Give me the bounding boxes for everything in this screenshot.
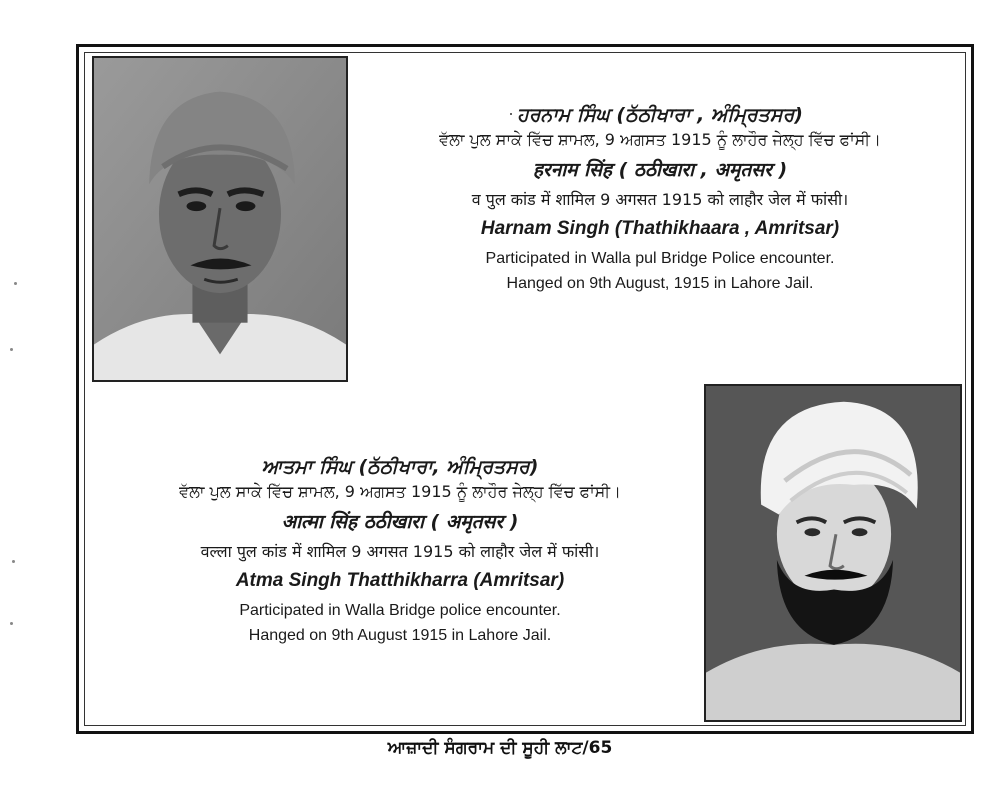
english-description-line-2: Hanged on 9th August, 1915 in Lahore Jail. xyxy=(506,275,814,292)
gurmukhi-description: ਵੱਲਾ ਪੁਲ ਸਾਕੇ ਵਿੱਚ ਸ਼ਾਮਲ, 9 ਅਗਸਤ 1915 ਨੂੰ ਲਾਹੌਰ ਜੇਲ੍ਹ ਵਿੱਚ ਫਾਂਸੀ। xyxy=(179,482,621,501)
entry-atma-singh xyxy=(130,456,670,648)
entry-harnam-singh xyxy=(380,104,940,296)
english-name: Harnam Singh (Thathikhaara , Amritsar) xyxy=(480,218,840,239)
portrait-image xyxy=(94,58,346,380)
scan-speck xyxy=(12,560,15,563)
portrait-photo-harnam-singh xyxy=(92,56,348,382)
english-description-line-2: Hanged on 9th August 1915 in Lahore Jail. xyxy=(248,627,552,644)
english-description-line-1: Participated in Walla pul Bridge Police encounter. xyxy=(485,250,835,267)
scan-speck xyxy=(10,348,13,351)
gurmukhi-name: ਆਤਮਾ ਸਿੰਘ (ਠੱਠੀਖਾਰਾ, ਅੰਮ੍ਰਿਤਸਰ) xyxy=(261,456,539,478)
portrait-photo-atma-singh xyxy=(704,384,962,722)
hindi-name: हरनाम सिंह ( ठठीखारा , अमृतसर ) xyxy=(532,159,788,181)
english-name: Atma Singh Thatthikharra (Amritsar) xyxy=(235,570,565,591)
gurmukhi-name: ਹਰਨਾਮ ਸਿੰਘ (ਠੱਠੀਖਾਰਾ , ਅੰਮ੍ਰਿਤਸਰ) xyxy=(517,104,803,126)
scan-speck xyxy=(10,622,13,625)
portrait-image xyxy=(706,386,960,720)
gurmukhi-description: ਵੱਲਾ ਪੁਲ ਸਾਕੇ ਵਿੱਚ ਸ਼ਾਮਲ, 9 ਅਗਸਤ 1915 ਨੂੰ ਲਾਹੌਰ ਜੇਲ੍ਹ ਵਿੱਚ ਫਾਂਸੀ। xyxy=(439,130,881,149)
hindi-description: वल्ला पुल कांड में शामिल 9 अगसत 1915 को लाहौर जेल में फांसी। xyxy=(200,542,600,561)
hindi-description: व पुल कांड में शामिल 9 अगसत 1915 को लाहौर जेल में फांसी। xyxy=(471,190,849,209)
english-description-line-1: Participated in Walla Bridge police encounter. xyxy=(239,602,561,619)
scan-speck xyxy=(14,282,17,285)
hindi-name: आत्मा सिंह ठठीखारा ( अमृतसर ) xyxy=(281,511,519,533)
page-footer: ਆਜ਼ਾਦੀ ਸੰਗਰਾਮ ਦੀ ਸੂਹੀ ਲਾਟ/65 xyxy=(387,738,613,758)
